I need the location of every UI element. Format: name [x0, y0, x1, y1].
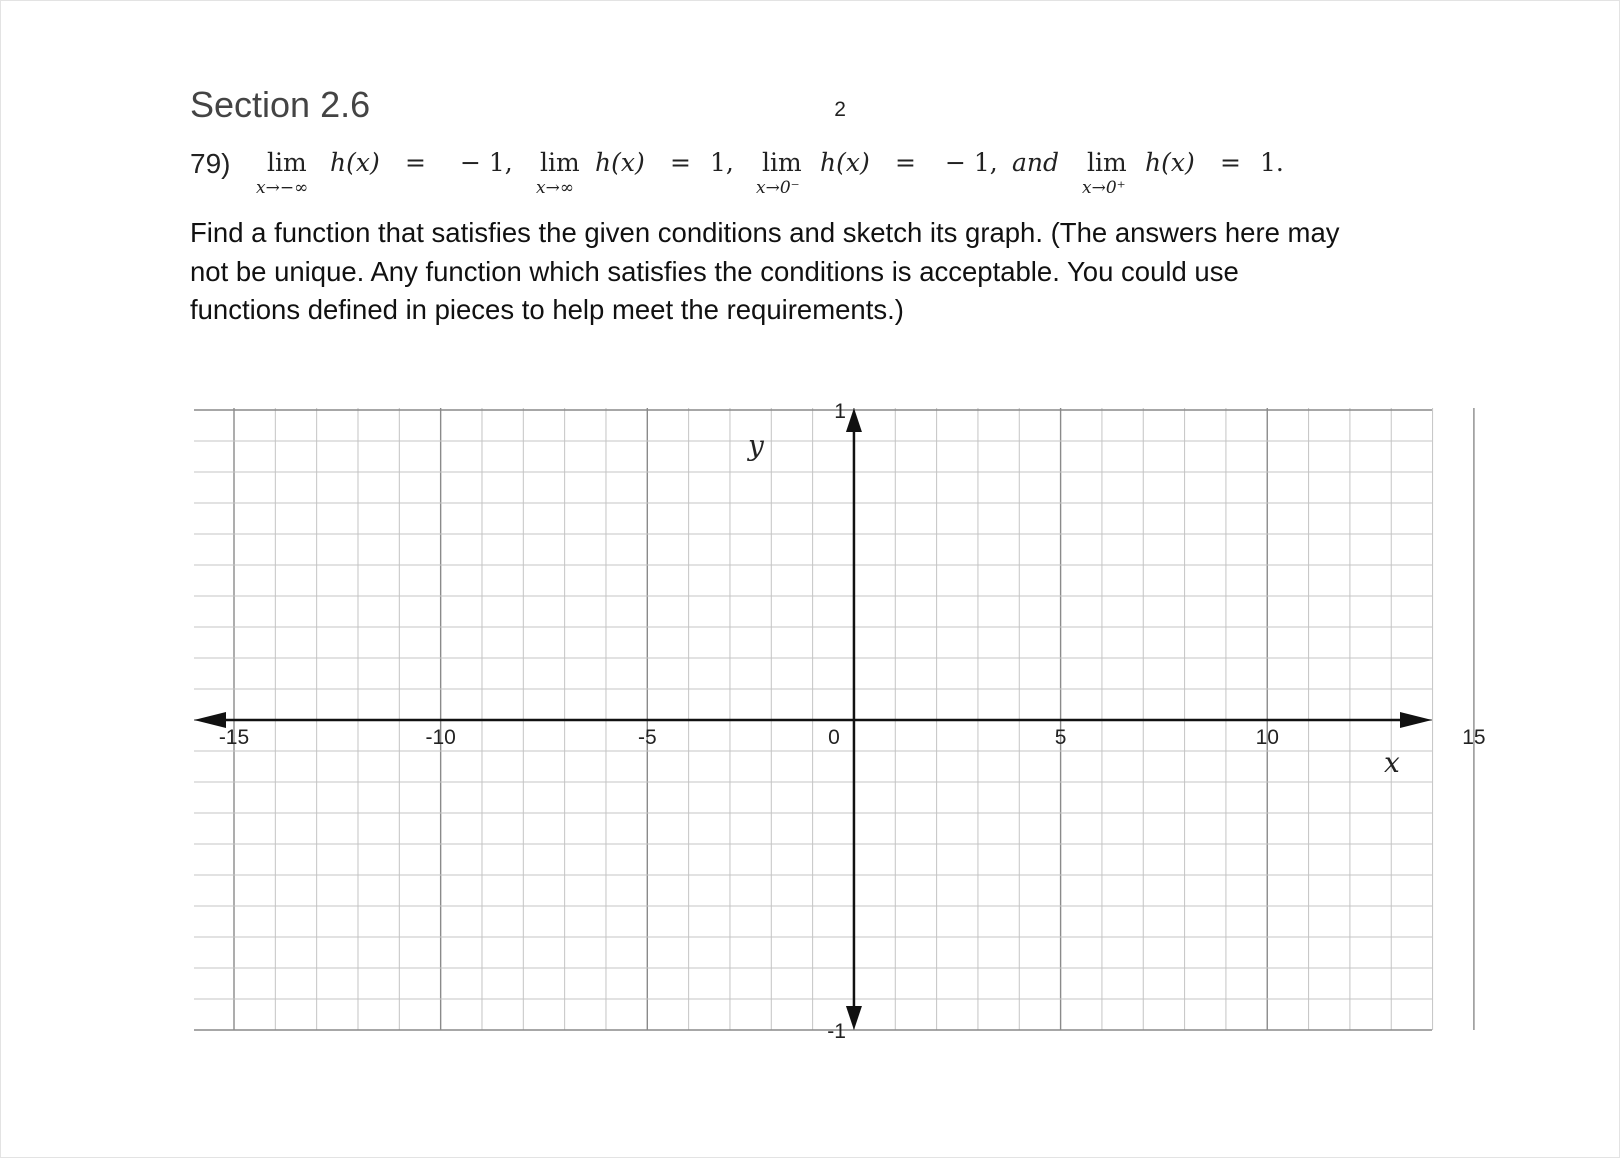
x-tick-label: 0 — [828, 726, 840, 749]
equals-1: = — [405, 148, 426, 177]
x-tick-label: -5 — [637, 726, 657, 749]
lim-subscript-3: x→0⁻ — [756, 178, 800, 198]
problem-number: 79) — [190, 148, 231, 179]
lim-value-4: 1. — [1260, 148, 1284, 177]
lim-value-3: − 1, — [945, 148, 998, 177]
y-axis-arrow-down — [846, 1006, 862, 1030]
y-tick-label: -1 — [827, 1020, 846, 1043]
section-title: Section 2.6 — [190, 84, 371, 125]
equals-3: = — [895, 148, 916, 177]
lim-function-1: h(x) — [330, 148, 380, 177]
lim-subscript-1: x→−∞ — [256, 178, 309, 198]
x-tick-label: -15 — [218, 726, 250, 749]
lim-subscript-2: x→∞ — [536, 178, 574, 198]
lim-value-1: − 1, — [460, 148, 513, 177]
y-axis-arrow-up — [846, 408, 862, 432]
connector-and: and — [1012, 148, 1060, 177]
lim-function-3: h(x) — [820, 148, 870, 177]
x-tick-label: 15 — [1462, 726, 1486, 749]
y-axis-label: y — [748, 429, 764, 462]
lim-function-2: h(x) — [595, 148, 645, 177]
x-axis-arrow-right — [1400, 712, 1432, 728]
lim-function-4: h(x) — [1145, 148, 1195, 177]
y-tick-label: 1 — [834, 400, 846, 423]
lim-subscript-4: x→0⁺ — [1082, 178, 1126, 198]
instructions-line-2: not be unique. Any function which satisfies the conditions is acceptable. You could use — [190, 255, 1239, 287]
instructions-line-3: functions defined in pieces to help meet the requirements.) — [190, 294, 904, 325]
x-axis-label: x — [1384, 746, 1400, 779]
lim-value-2: 1, — [710, 148, 734, 177]
lim-word-4: lim — [1087, 148, 1127, 177]
lim-word-2: lim — [540, 148, 580, 177]
equals-4: = — [1220, 148, 1241, 177]
lim-word-3: lim — [762, 148, 802, 177]
y-tick-label: 2 — [834, 98, 846, 121]
x-tick-label: -10 — [425, 726, 456, 749]
x-tick-label: 10 — [1255, 726, 1279, 749]
x-tick-label: 5 — [1054, 726, 1067, 749]
equals-2: = — [670, 148, 691, 177]
instructions-line-1: Find a function that satisfies the given conditions and sketch its graph. (The answers here may — [190, 217, 1340, 248]
lim-word-1: lim — [267, 148, 307, 177]
